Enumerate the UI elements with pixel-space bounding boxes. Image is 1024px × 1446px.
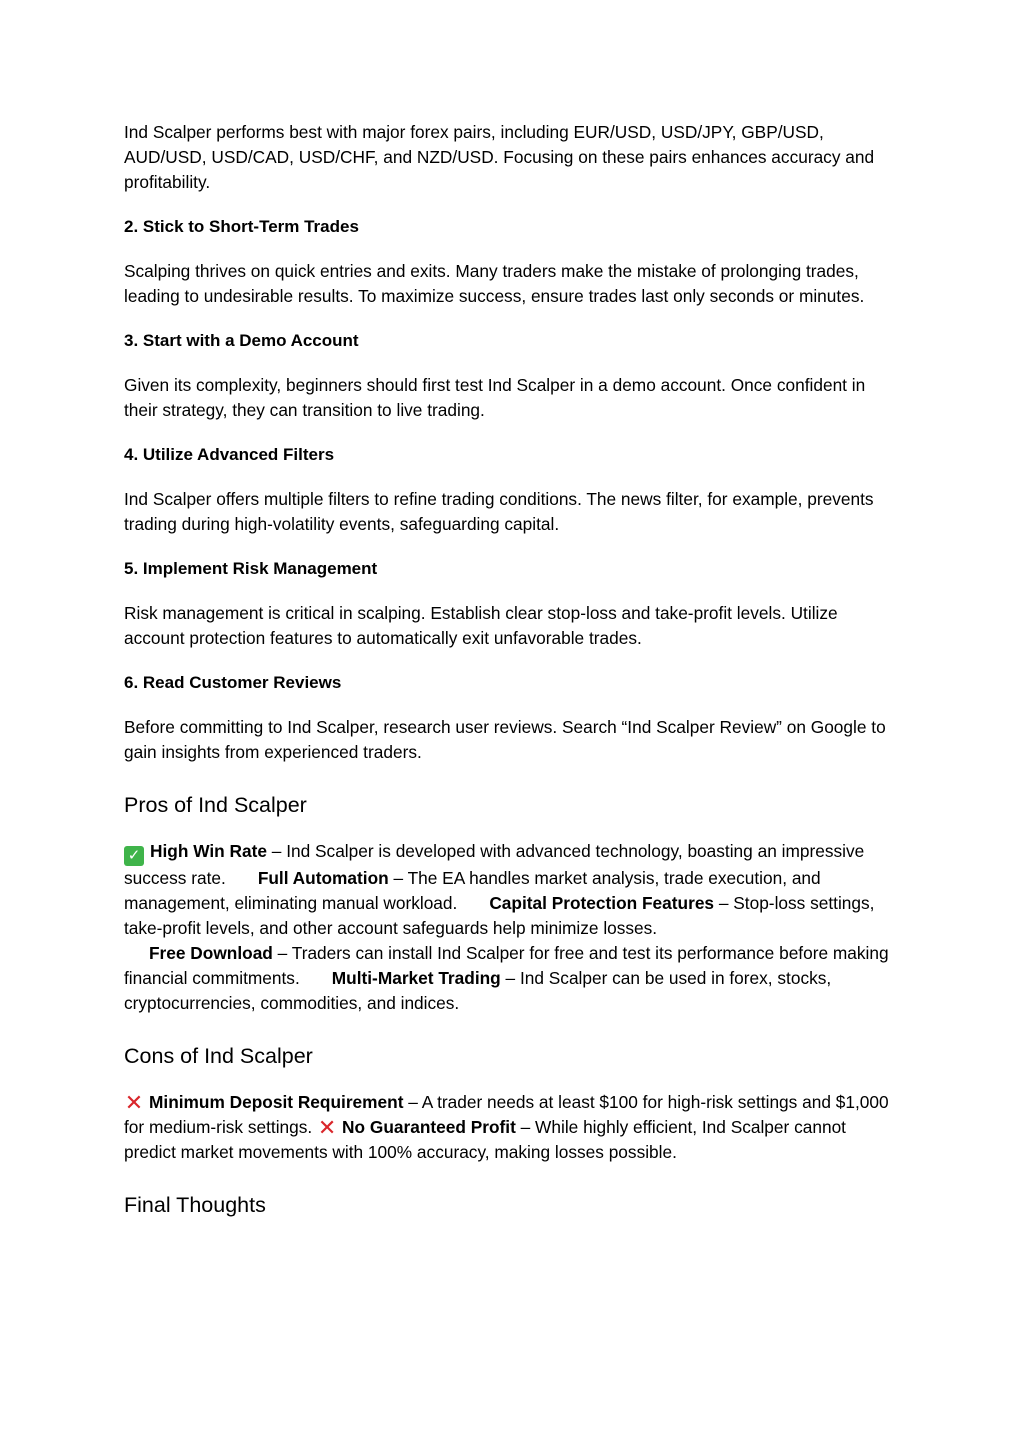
tip-heading: 4. Utilize Advanced Filters <box>124 445 335 464</box>
tip-heading: 6. Read Customer Reviews <box>124 673 342 692</box>
pros-list <box>124 839 900 1016</box>
pros-heading: Pros of Ind Scalper <box>124 793 307 817</box>
cross-mark-icon: ✕ <box>124 1090 144 1115</box>
pro-title: Multi-Market Trading <box>331 968 501 988</box>
tip-heading: 3. Start with a Demo Account <box>124 331 359 350</box>
cons-list <box>124 1090 900 1165</box>
tip-heading: 2. Stick to Short-Term Trades <box>124 217 359 236</box>
document-page <box>124 120 900 1219</box>
con-title: Minimum Deposit Requirement <box>149 1092 404 1112</box>
check-mark-icon: ✓ <box>124 846 144 866</box>
pro-text: – Ind Scalper can be used in forex, stocks, cryptocurrencies, commodities, and indices. <box>124 968 832 1013</box>
pro-title: Free Download <box>149 943 273 963</box>
intro-paragraph: Ind Scalper performs best with major forex pairs, including EUR/USD, USD/JPY, GBP/USD, AUD/USD, USD/CAD, USD/CHF, and NZD/USD. Focusing on these pairs enhances accuracy and profitability. <box>124 122 875 192</box>
tip-body: Ind Scalper offers multiple filters to refine trading conditions. The news filter, for example, prevents trading during high-volatility events, safeguarding capital. <box>124 489 874 534</box>
tip-body: Scalping thrives on quick entries and exits. Many traders make the mistake of prolonging trades, leading to undesirable results. To maximize success, ensure trades last only seconds or minutes. <box>124 261 865 306</box>
con-text: – While highly efficient, Ind Scalper cannot predict market movements with 100% accuracy, making losses possible. <box>124 1117 846 1162</box>
cons-heading: Cons of Ind Scalper <box>124 1044 313 1068</box>
final-thoughts-heading: Final Thoughts <box>124 1193 266 1217</box>
pro-text: – Ind Scalper is developed with advanced technology, boasting an impressive success rate. <box>124 841 865 888</box>
tip-body: Before committing to Ind Scalper, research user reviews. Search “Ind Scalper Review” on Google to gain insights from experienced traders. <box>124 717 886 762</box>
con-title: No Guaranteed Profit <box>342 1117 516 1137</box>
pro-title: High Win Rate <box>150 841 267 861</box>
pro-text: – The EA handles market analysis, trade execution, and management, eliminating manual workload. <box>124 868 821 913</box>
cross-mark-icon: ✕ <box>317 1115 337 1140</box>
tip-body: Risk management is critical in scalping. Establish clear stop-loss and take-profit levels. Utilize account protection features to automatically exit unfavorable trades. <box>124 603 838 648</box>
con-text: – A trader needs at least $100 for high-risk settings and $1,000 for medium-risk settings. <box>124 1092 889 1137</box>
tip-body: Given its complexity, beginners should first test Ind Scalper in a demo account. Once confident in their strategy, they can transition to live trading. <box>124 375 866 420</box>
pro-title: Full Automation <box>257 868 389 888</box>
pro-title: Capital Protection Features <box>489 893 715 913</box>
pro-text: – Traders can install Ind Scalper for free and test its performance before making financial commitments. <box>124 943 889 988</box>
tip-heading: 5. Implement Risk Management <box>124 559 378 578</box>
pro-text: – Stop-loss settings, take-profit levels, and other account safeguards help minimize losses. <box>124 893 875 938</box>
